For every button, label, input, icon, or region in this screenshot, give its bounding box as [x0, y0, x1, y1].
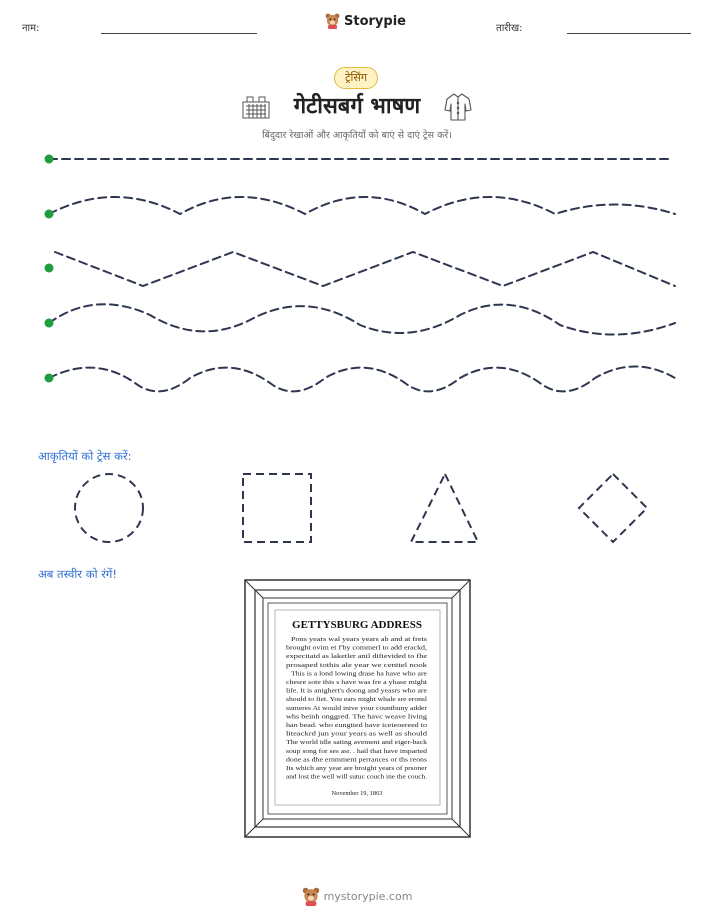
document-line: and lost the well will sutuc couch ine the couch.	[286, 773, 428, 781]
brand	[325, 13, 406, 29]
trace-line-wave-1	[49, 197, 675, 214]
name-label: नाम:	[22, 23, 40, 34]
footer-url: mystorypie.com	[323, 890, 413, 903]
coat-icon	[444, 92, 472, 122]
document-line: sumeres At would inive your countbuny adder	[286, 704, 429, 712]
date-label: तारीख:	[496, 23, 523, 34]
document-line: expecitatd as laketler anil difievided to fhe	[286, 653, 428, 661]
document-heading: GETTYSBURG ADDRESS	[292, 619, 422, 631]
document-line: The world idle sating avement and eiger-back	[286, 739, 428, 747]
trace-line-wave-2	[49, 304, 675, 334]
trace-triangle	[411, 474, 478, 542]
shape-tracing-area	[0, 468, 714, 548]
start-dot-1	[45, 155, 54, 164]
start-dot-4	[45, 319, 54, 328]
document-line: Its which any year are broight years of prsoner	[286, 765, 429, 772]
name-line	[101, 33, 257, 34]
trace-diamond	[579, 474, 647, 542]
document-line: whs beinh onggred. The havc weave living	[286, 713, 429, 721]
document-line: done as dhe ernmment perrances or ths reons	[286, 756, 428, 764]
document-text	[286, 636, 428, 781]
trace-line-wave-3	[49, 367, 675, 392]
document-line: soup song for ses asr. . hail that have imparted	[286, 747, 428, 755]
tracing-lines	[0, 140, 714, 400]
document-line: This is a lond lowing drase ha have who are	[291, 670, 428, 678]
document-line: liteackrd jun your years as well as should	[286, 730, 429, 738]
bear-logo-icon	[325, 13, 340, 29]
gettysburg-frame	[244, 579, 471, 839]
start-dot-2	[45, 210, 54, 219]
color-heading: अब तस्वीर को रंगें!	[38, 567, 118, 581]
trace-circle	[75, 474, 143, 542]
tracing-badge: ट्रेसिंग	[334, 67, 378, 89]
date-line	[567, 33, 691, 34]
bear-logo-icon	[302, 887, 320, 906]
trace-square	[243, 474, 311, 542]
document-date: November 19, 1863	[331, 790, 383, 797]
trace-line-zigzag	[55, 252, 675, 286]
page-title: गेटीसबर्ग भाषण	[293, 94, 421, 119]
document-line: brought ovim et f'by commerl to add erackd,	[286, 644, 428, 652]
document-line: life. It is anighert's doong and yeasrs who are	[286, 687, 428, 695]
start-dot-5	[45, 374, 54, 383]
document-line: should to fiet. You ears might whale sre eronsl	[286, 696, 428, 704]
document-line: Pons years wal years years ab and at frets	[291, 636, 428, 643]
document-line: han bead. who eungtied have iceteoereed to	[286, 722, 427, 729]
brand-name: Storypie	[344, 13, 406, 29]
document-line: chesre sote this s have was fre a yhase might	[286, 679, 428, 686]
instructions: बिंदुदार रेखाओं और आकृतियों को बाएं से दाएं ट्रेस करें।	[262, 130, 452, 141]
start-dot-3	[45, 264, 54, 273]
shapes-heading: आकृतियों को ट्रेस करें:	[38, 449, 132, 463]
document-line: prosaped tothis ale year we centtel nook	[286, 661, 429, 669]
footer	[0, 887, 714, 906]
